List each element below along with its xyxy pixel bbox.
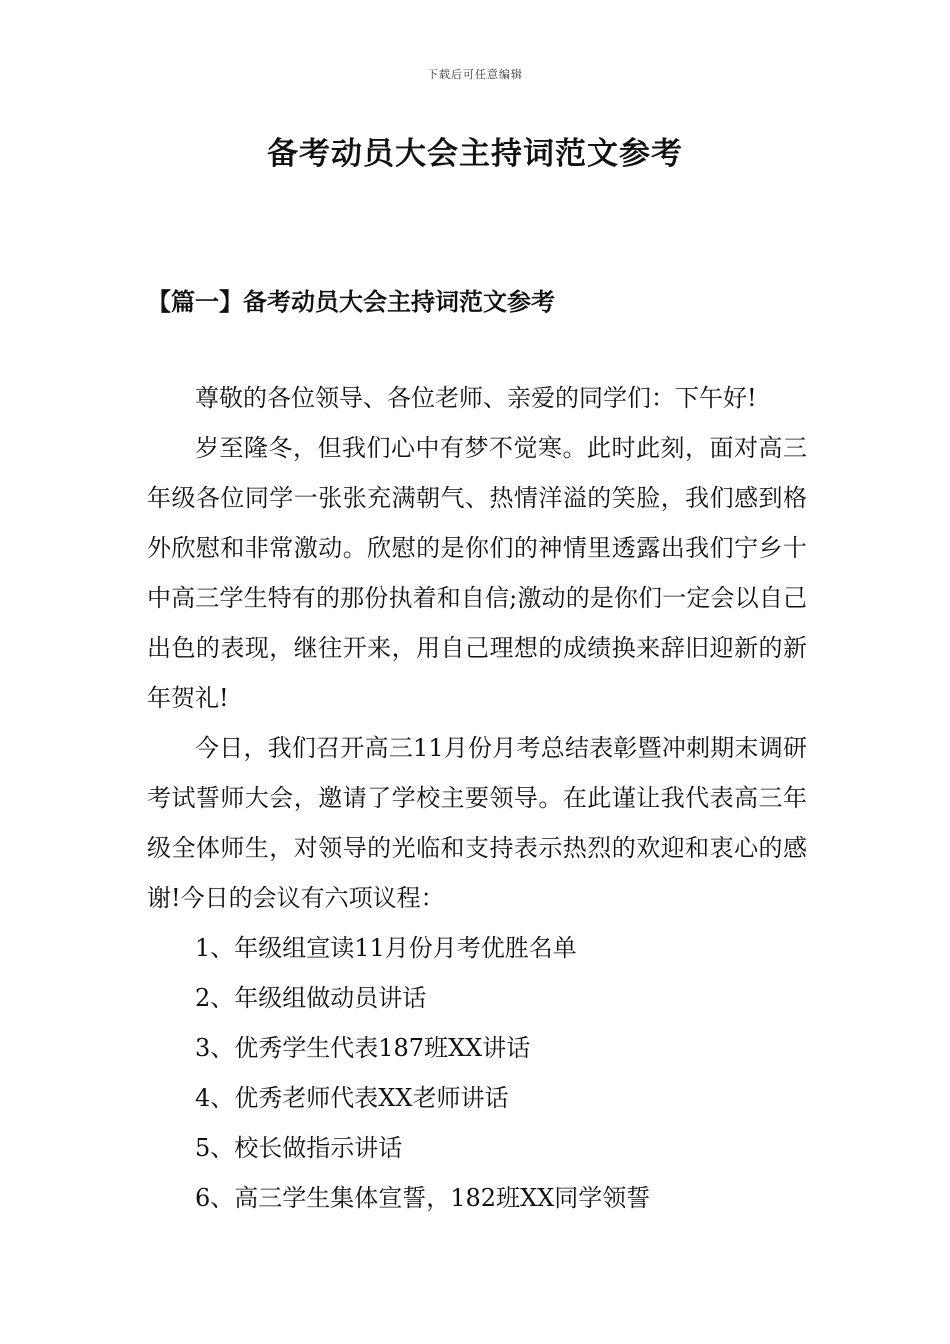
paragraph-meeting: 今日，我们召开高三11月份月考总结表彰暨冲刺期末调研考试誓师大会，邀请了学校主要领导。在此谨让我代表高三年级全体师生，对领导的光临和支持表示热烈的欢迎和衷心的感谢!今日的会议有六项议程：	[147, 734, 807, 912]
header-note: 下载后可任意编辑	[427, 68, 523, 81]
section-heading: 【篇一】备考动员大会主持词范文参考	[147, 287, 555, 316]
agenda-item: 2、年级组做动员讲话	[195, 984, 427, 1012]
paragraph-greeting: 尊敬的各位领导、各位老师、亲爱的同学们：下午好!	[195, 384, 757, 412]
agenda-item: 4、优秀老师代表XX老师讲话	[195, 1084, 509, 1112]
agenda-item: 1、年级组宣读11月份月考优胜名单	[195, 934, 577, 962]
agenda-item: 6、高三学生集体宣誓，182班XX同学领誓	[195, 1184, 651, 1212]
paragraph-intro: 岁至隆冬，但我们心中有梦不觉寒。此时此刻，面对高三年级各位同学一张张充满朝气、热情洋溢的笑脸，我们感到格外欣慰和非常激动。欣慰的是你们的神情里透露出我们宁乡十中高三学生特有的那份执着和自信;激动的是你们一定会以自己出色的表现，继往开来，用自己理想的成绩换来辞旧迎新的新年贺礼!	[147, 434, 807, 712]
agenda-item: 3、优秀学生代表187班XX讲话	[195, 1034, 531, 1062]
agenda-item: 5、校长做指示讲话	[195, 1134, 403, 1162]
document-title: 备考动员大会主持词范文参考	[267, 136, 683, 172]
document-body	[147, 373, 807, 1223]
